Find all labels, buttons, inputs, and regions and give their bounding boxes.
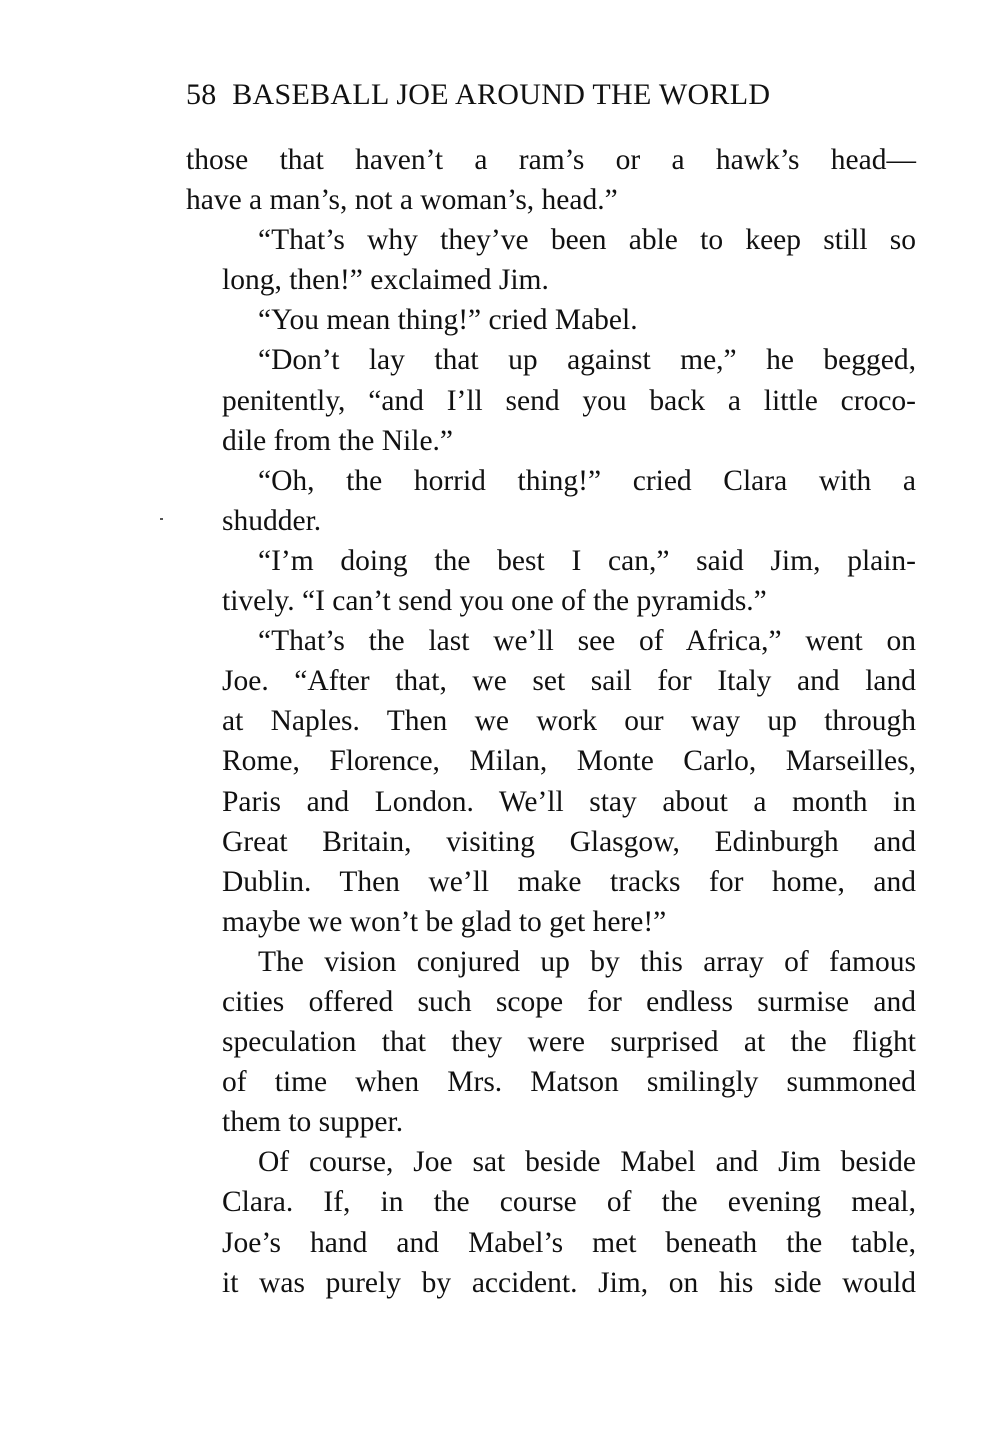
text-line: Paris and London. We’ll stay about a month in <box>222 785 916 818</box>
paragraph <box>186 942 916 1142</box>
paragraph <box>186 340 916 460</box>
text-line: speculation that they were surprised at the flight <box>222 1026 916 1059</box>
running-head <box>186 72 916 140</box>
text-line: long, then!” exclaimed Jim. <box>222 264 549 297</box>
text-line: The vision conjured up by this array of famous <box>258 945 916 978</box>
text-line: “You mean thing!” cried Mabel. <box>258 304 638 337</box>
text-line: Clara. If, in the course of the evening meal, <box>222 1186 916 1219</box>
text-line: tively. “I can’t send you one of the pyramids.” <box>222 585 767 618</box>
text-line: cities offered such scope for endless surmise and <box>222 985 916 1018</box>
stray-ink-mark <box>160 518 163 520</box>
text-line: “That’s the last we’ll see of Africa,” went on <box>258 625 916 658</box>
text-line: those that haven’t a ram’s or a hawk’s head— <box>186 144 916 176</box>
text-line: “Don’t lay that up against me,” he begged, <box>258 344 916 377</box>
text-line: dile from the Nile.” <box>222 424 454 457</box>
text-line: maybe we won’t be glad to get here!” <box>222 905 667 938</box>
text-line: “Oh, the horrid thing!” cried Clara with a <box>258 464 916 497</box>
running-title: BASEBALL JOE AROUND THE WORLD <box>232 78 771 111</box>
text-line: penitently, “and I’ll send you back a little croco- <box>222 384 916 417</box>
text-line: of time when Mrs. Matson smilingly summoned <box>222 1066 916 1099</box>
text-line: Joe. “After that, we set sail for Italy and land <box>222 665 916 698</box>
paragraph <box>186 621 916 942</box>
paragraph <box>186 220 916 300</box>
text-line: “That’s why they’ve been able to keep still so <box>258 224 916 257</box>
paragraph <box>186 461 916 541</box>
text-line: at Naples. Then we work our way up through <box>222 705 916 738</box>
body-text <box>186 140 916 1303</box>
paragraph <box>186 140 916 220</box>
page-number: 58 <box>186 78 217 111</box>
text-line: “I’m doing the best I can,” said Jim, plain- <box>258 544 916 577</box>
text-line: it was purely by accident. Jim, on his side would <box>222 1266 916 1299</box>
text-line: shudder. <box>222 504 322 537</box>
text-line: Dublin. Then we’ll make tracks for home, and <box>222 865 916 898</box>
text-line: Rome, Florence, Milan, Monte Carlo, Marseilles, <box>222 745 916 778</box>
text-line: Joe’s hand and Mabel’s met beneath the table, <box>222 1226 916 1259</box>
paragraph <box>186 541 916 621</box>
text-line: Of course, Joe sat beside Mabel and Jim beside <box>258 1146 916 1179</box>
text-line: Great Britain, visiting Glasgow, Edinburgh and <box>222 825 916 858</box>
paragraph <box>186 300 916 340</box>
book-page <box>186 72 916 1303</box>
text-line: them to supper. <box>222 1106 404 1139</box>
paragraph <box>186 1142 916 1302</box>
text-line: have a man’s, not a woman’s, head.” <box>186 184 618 217</box>
